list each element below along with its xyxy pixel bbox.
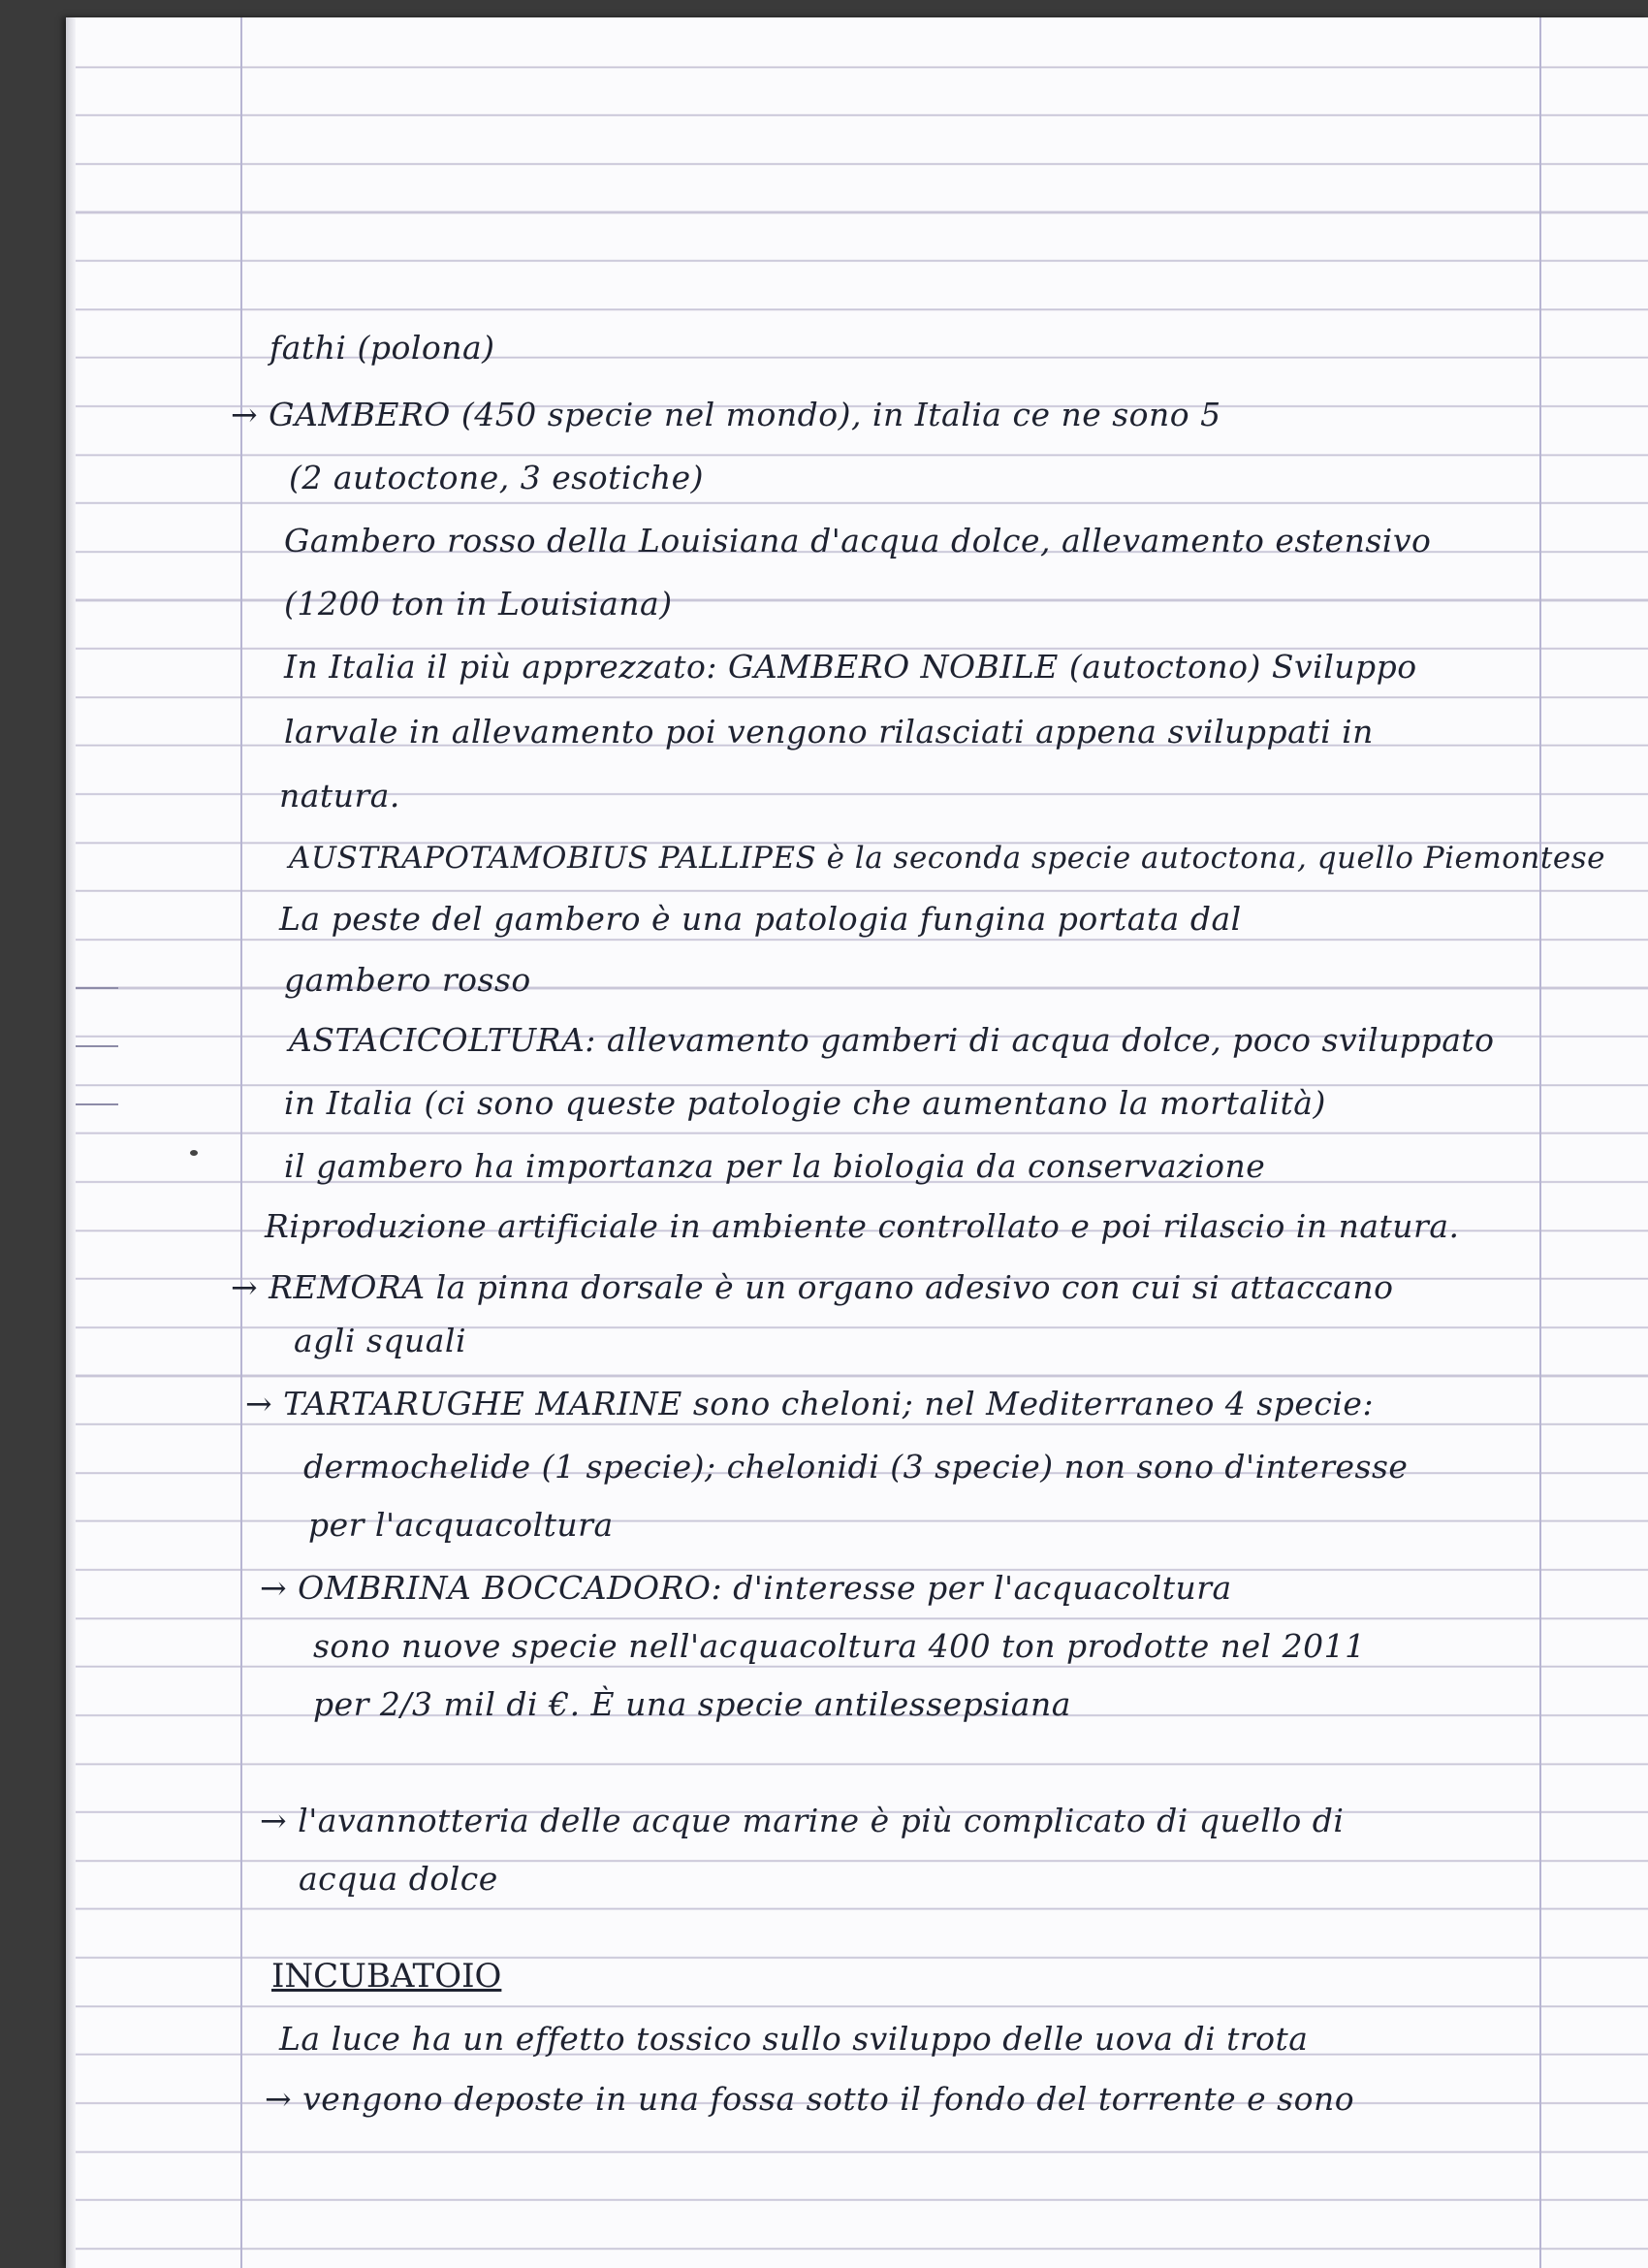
note-line: per 2/3 mil di €. È una specie antilessepsiana: [313, 1685, 1071, 1723]
note-line: fathi (polona): [269, 329, 495, 367]
note-line: acqua dolce: [299, 1860, 498, 1898]
note-line: (2 autoctone, 3 esotiche): [289, 459, 705, 496]
note-line: → vengono deposte in una fossa sotto il fondo del torrente e sono: [265, 2080, 1355, 2118]
note-line: per l'acquacoltura: [308, 1506, 614, 1544]
note-line: il gambero ha importanza per la biologia da conservazione: [284, 1147, 1266, 1185]
note-line: → TARTARUGHE MARINE sono cheloni; nel Mediterraneo 4 specie:: [245, 1385, 1375, 1422]
note-line: Gambero rosso della Louisiana d'acqua dolce, allevamento estensivo: [284, 522, 1432, 559]
section-heading: INCUBATOIO: [271, 1957, 502, 1996]
note-line: → l'avannotteria delle acque marine è più complicato di quello di: [260, 1802, 1345, 1839]
note-line: natura.: [279, 777, 400, 815]
note-line: AUSTRAPOTAMOBIUS PALLIPES è la seconda specie autoctona, quello Piemontese: [289, 841, 1605, 876]
notebook-page: [66, 17, 1648, 2268]
note-line: in Italia (ci sono queste patologie che aumentano la mortalità): [284, 1084, 1326, 1122]
note-line: dermochelide (1 specie); chelonidi (3 specie) non sono d'interesse: [303, 1448, 1409, 1485]
note-line: → REMORA la pinna dorsale è un organo adesivo con cui si attaccano: [231, 1268, 1394, 1306]
note-line: La peste del gambero è una patologia fungina portata dal: [279, 900, 1242, 938]
note-line: sono nuove specie nell'acquacoltura 400 ton prodotte nel 2011: [313, 1627, 1366, 1665]
note-line: gambero rosso: [284, 961, 531, 999]
note-line: La luce ha un effetto tossico sullo sviluppo delle uova di trota: [279, 2020, 1309, 2058]
note-line: In Italia il più apprezzato: GAMBERO NOBILE (autoctono) Sviluppo: [284, 648, 1417, 686]
note-line: → GAMBERO (450 specie nel mondo), in Italia ce ne sono 5: [231, 396, 1221, 433]
handwritten-notes: [66, 17, 1648, 2268]
note-line: agli squali: [294, 1322, 466, 1359]
note-line: → OMBRINA BOCCADORO: d'interesse per l'acquacoltura: [260, 1569, 1232, 1607]
note-line: ASTACICOLTURA: allevamento gamberi di acqua dolce, poco sviluppato: [289, 1021, 1495, 1059]
note-line: larvale in allevamento poi vengono rilasciati appena sviluppati in: [284, 713, 1374, 751]
note-line: (1200 ton in Louisiana): [284, 585, 673, 623]
note-line: Riproduzione artificiale in ambiente controllato e poi rilascio in natura.: [265, 1207, 1460, 1245]
